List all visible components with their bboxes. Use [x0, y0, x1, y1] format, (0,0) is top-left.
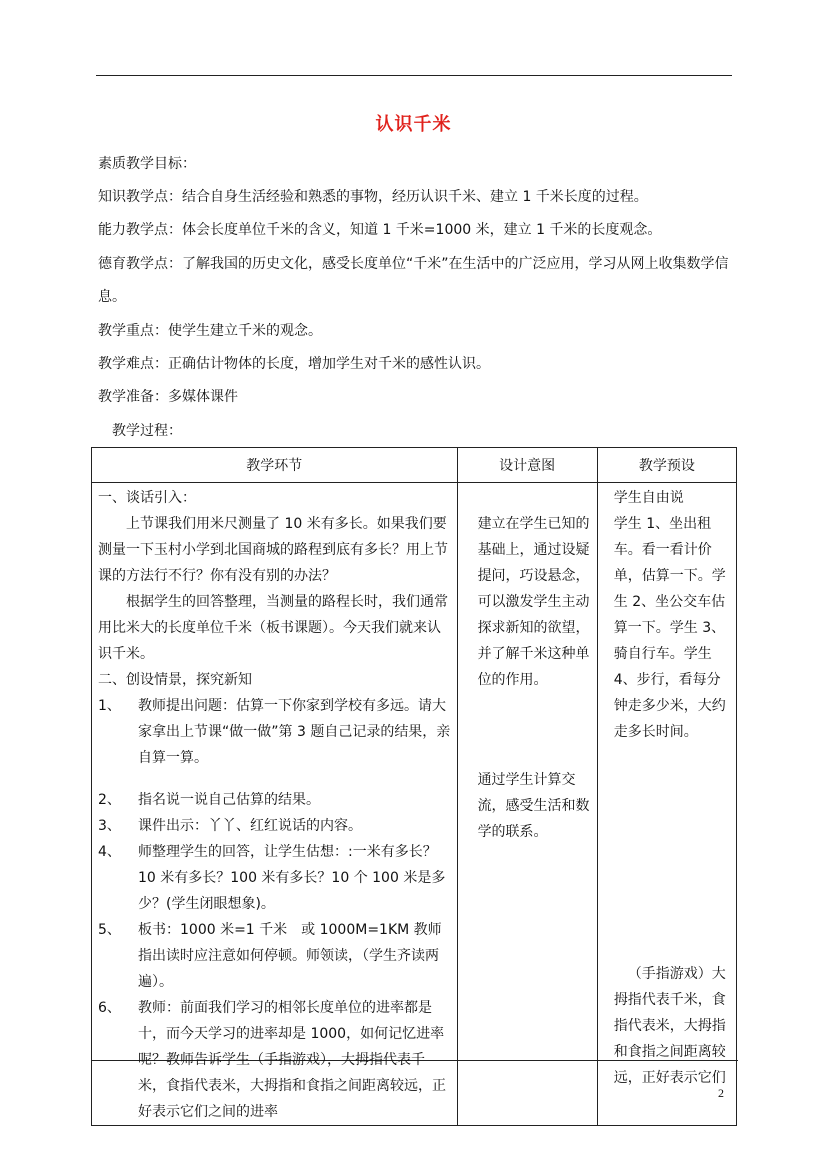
- step1-paragraph-1: 上节课我们用米尺测量了 10 米有多长。如果我们要测量一下玉村小学到北国商城的路程到底有多长？用上节课的方法行不行？你有没有别的办法？: [98, 516, 448, 584]
- lesson-table: [91, 447, 737, 1126]
- teaching-preset-cell: [597, 483, 736, 1126]
- key-point: 教学重点：使学生建立千米的观念。: [98, 323, 322, 339]
- list-item: 1、 教师提出问题：估算一下你家到学校有多远。请大家拿出上节课“做一做”第 3 题自己记录的结果，亲自算一算。: [98, 698, 451, 766]
- preparation: 教学准备：多媒体课件: [98, 389, 238, 405]
- header-teaching-preset: 教学预设: [597, 448, 736, 483]
- preset-3: （手指游戏）大拇指代表千米，食指代表米，大拇指和食指之间距离较远，正好表示它们: [613, 966, 726, 1086]
- knowledge-objective: 知识教学点：结合自身生活经验和熟悉的事物，经历认识千米、建立 1 千米长度的过程。: [98, 189, 648, 205]
- design-intent-cell: [457, 483, 597, 1126]
- list-item: 3、 课件出示：丫丫、红红说话的内容。: [98, 818, 362, 834]
- ability-objective: 能力教学点：体会长度单位千米的含义，知道 1 千米=1000 米，建立 1 千米的长度观念。: [98, 222, 662, 238]
- table-header-row: [92, 448, 737, 483]
- header-design-intent: 设计意图: [457, 448, 597, 483]
- page-title: 认识千米: [375, 114, 452, 135]
- preset-1: 学生自由说: [613, 490, 684, 506]
- list-item: 5、 板书：1000 米=1 千米 或 1000M=1KM 教师指出读时应注意如何停顿。师领读，（学生齐读两遍）。: [98, 922, 442, 990]
- step1-title: 一、谈话引入：: [98, 490, 196, 506]
- list-item: 4、 师整理学生的回答，让学生估想：:一米有多长？10 米有多长？100 米有多长？10 个 100 米是多少？(学生闭眼想象)。: [98, 844, 446, 912]
- table-row: [92, 483, 737, 1126]
- preset-2: 学生 1、坐出租车。看一看计价单，估算一下。学生 2、坐公交车估算一下。学生 3、骑自行车。学生 4、步行，看每分钟走多少米，大约走多长时间。: [613, 516, 726, 740]
- difficulty: 教学难点：正确估计物体的长度，增加学生对千米的感性认识。: [98, 356, 490, 372]
- design-intent-1: 建立在学生已知的基础上，通过设疑提问，巧设悬念，可以激发学生主动探求新知的欲望，并了解千米这种单位的作用。: [477, 516, 590, 688]
- design-intent-2: 通过学生计算交流，感受生活和数学的联系。: [477, 772, 590, 840]
- page-number: 2: [718, 1086, 724, 1100]
- header-rule: [96, 75, 732, 76]
- process-heading: 教学过程：: [112, 423, 182, 439]
- moral-objective: 德育教学点：了解我国的历史文化，感受长度单位“千米”在生活中的广泛应用，学习从网上收集数学信息。: [98, 256, 729, 305]
- step2-title: 二、创设情景，探究新知: [98, 672, 252, 688]
- list-item: 6、 教师：前面我们学习的相邻长度单位的进率都是十，而今天学习的进率却是 1000，如何记忆进率呢？教师告诉学生（手指游戏），大拇指代表千米，食指代表米，大拇指和食指之间距离较远，正好表示它们之间的进率: [98, 1000, 446, 1120]
- header-teaching-stage: 教学环节: [92, 448, 458, 483]
- teaching-steps-cell: [92, 483, 458, 1126]
- step1-paragraph-2: 根据学生的回答整理，当测量的路程长时，我们通常用比米大的长度单位千米（板书课题）。今天我们就来认识千米。: [98, 594, 448, 662]
- objectives-heading: 素质教学目标：: [98, 156, 196, 172]
- list-item: 2、 指名说一说自己估算的结果。: [98, 792, 320, 808]
- table-clip: [91, 447, 738, 1120]
